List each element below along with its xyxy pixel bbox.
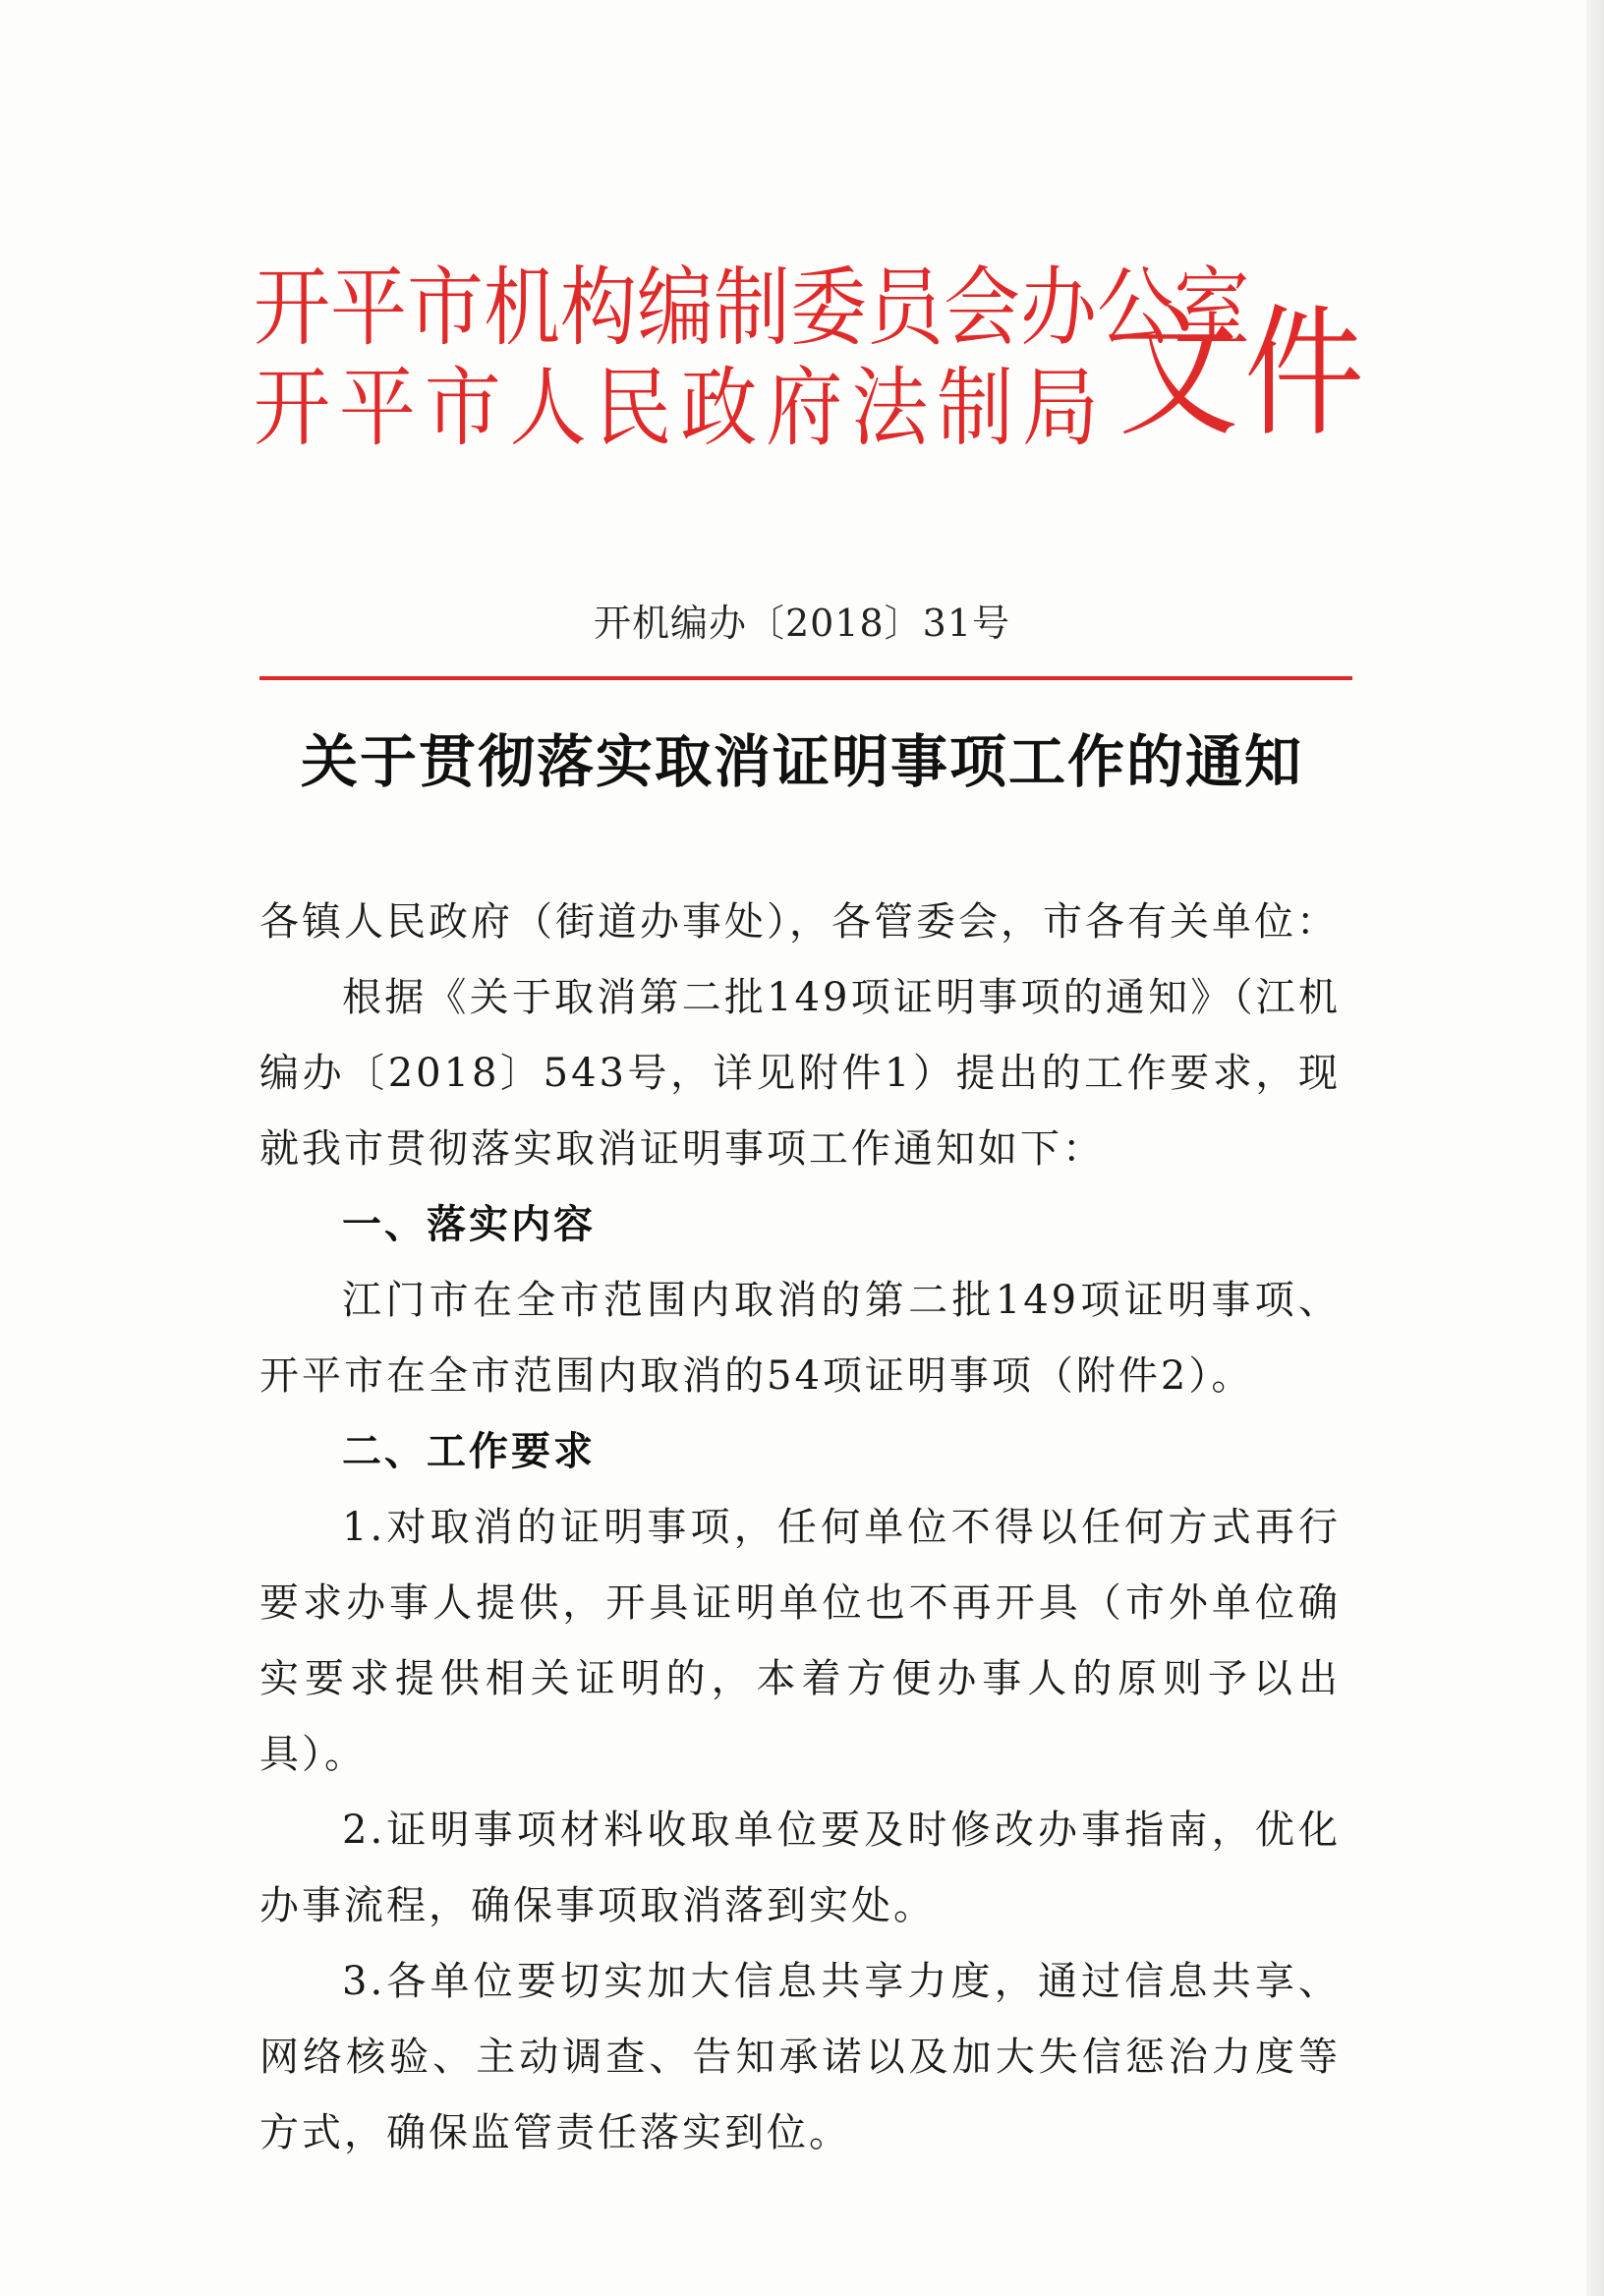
page-edge [1586,0,1604,2296]
section-2-heading: 二、工作要求 [342,1429,596,1474]
red-separator-line [259,676,1352,680]
document-body [259,885,1341,2171]
document-header [254,258,1370,521]
requirement-2-paragraph: 2.证明事项材料收取单位要及时修改办事指南，优化办事流程，确保事项取消落到实处。 [259,1808,1341,1928]
requirement-1-paragraph: 1.对取消的证明事项，任何单位不得以任何方式再行要求办事人提供，开具证明单位也不再开具（市外单位确实要求提供相关证明的，本着方便办事人的原则予以出具）。 [259,1505,1341,1777]
salutation: 各镇人民政府（街道办事处），各管委会，市各有关单位： [259,899,1339,945]
issuer-line-2: 开平市人民政府法制局 [254,359,1099,459]
requirement-3-paragraph: 3.各单位要切实加大信息共享力度，通过信息共享、网络核验、主动调查、告知承诺以及加大失信惩治力度等方式，确保监管责任落实到位。 [259,1959,1341,2155]
document-title: 关于贯彻落实取消证明事项工作的通知 [300,728,1303,795]
document-type-label: 文件 [1118,291,1370,456]
section-1-heading: 一、落实内容 [342,1202,596,1247]
intro-paragraph: 根据《关于取消第二批149项证明事项的通知》（江机编办〔2018〕543号，详见附件1）提出的工作要求，现就我市贯彻落实取消证明事项工作通知如下： [259,975,1341,1172]
document-number: 开机编办〔2018〕31号 [593,602,1011,645]
issuer-line-1: 开平市机构编制委员会办公室 [254,258,1251,359]
section-1-paragraph: 江门市在全市范围内取消的第二批149项证明事项、开平市在全市范围内取消的54项证明事项（附件2）。 [259,1278,1341,1399]
